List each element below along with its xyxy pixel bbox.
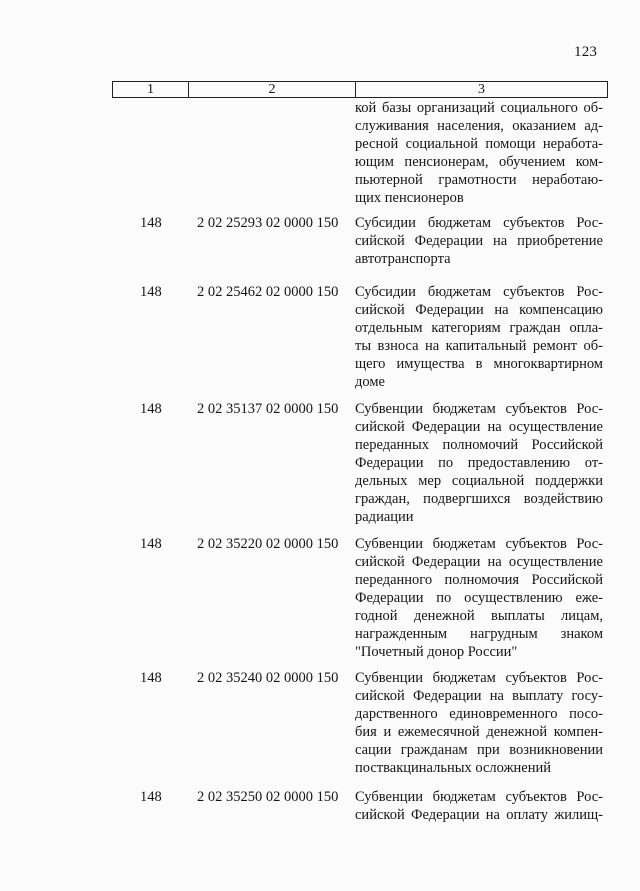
row-description [355,788,603,824]
row-description [355,214,603,268]
text-line: переданных полномочий Российской [355,437,603,453]
budget-code: 2 02 25462 02 0000 150 [197,284,339,300]
header-column-2: 2 [189,82,356,97]
row-description [355,400,603,526]
text-line: дельных мер социальной поддержки [355,473,603,489]
text-line: дарственного единовременного посо- [355,706,603,722]
text-line: сийской Федерации на оплату жилищ- [355,807,603,823]
text-line: сийской Федерации на компенсацию [355,302,603,318]
text-line: Субсидии бюджетам субъектов Рос- [355,284,603,300]
text-line: Субвенции бюджетам субъектов Рос- [355,789,603,805]
text-line: пьютерной грамотности неработаю- [355,172,603,188]
budget-code: 2 02 35250 02 0000 150 [197,789,339,805]
text-line: граждан, подвергшихся воздействию [355,491,603,507]
text-line: автотранспорта [355,251,451,267]
text-line: годной денежной выплаты лицам, [355,608,603,624]
text-line: сации гражданам при возникновении [355,742,603,758]
text-line: "Почетный донор России" [355,644,518,660]
row-description [355,283,603,391]
text-line: служивания населения, оказанием ад- [355,118,603,134]
text-line: кой базы организаций социального об- [355,100,603,116]
continuation-text [355,99,603,207]
text-line: ющим пенсионерам, обучением ком- [355,154,603,170]
text-line: радиации [355,509,414,525]
text-line: щих пенсионеров [355,190,464,206]
text-line: бия и ежемесячной денежной компен- [355,724,603,740]
admin-code: 148 [140,401,162,417]
text-line: сийской Федерации на осуществление [355,419,603,435]
admin-code: 148 [140,789,162,805]
row-description [355,535,603,661]
header-column-3: 3 [478,82,485,97]
text-line: Субвенции бюджетам субъектов Рос- [355,401,603,417]
budget-code: 2 02 35137 02 0000 150 [197,401,339,417]
text-line: награжденным нагрудным знаком [355,626,603,642]
admin-code: 148 [140,215,162,231]
text-line: Субвенции бюджетам субъектов Рос- [355,536,603,552]
budget-code: 2 02 35240 02 0000 150 [197,670,339,686]
budget-code: 2 02 25293 02 0000 150 [197,215,339,231]
text-line: Субсидии бюджетам субъектов Рос- [355,215,603,231]
text-line: Федерации по осуществлению еже- [355,590,603,606]
text-line: сийской Федерации на выплату госу- [355,688,603,704]
text-line: ресной социальной помощи неработа- [355,136,603,152]
text-line: поствакцинальных осложнений [355,760,552,776]
admin-code: 148 [140,670,162,686]
text-line: сийской Федерации на приобретение [355,233,603,249]
row-description [355,669,603,777]
admin-code: 148 [140,536,162,552]
admin-code: 148 [140,284,162,300]
text-line: переданного полномочия Российской [355,572,603,588]
page-number: 123 [574,44,598,60]
text-line: сийской Федерации на осуществление [355,554,603,570]
text-line: щего имущества в многоквартирном [355,356,603,372]
table-header [112,81,608,98]
text-line: ты взноса на капитальный ремонт об- [355,338,603,354]
text-line: Федерации по предоставлению от- [355,455,603,471]
text-line: отдельным категориям граждан опла- [355,320,603,336]
text-line: Субвенции бюджетам субъектов Рос- [355,670,603,686]
text-line: доме [355,374,385,390]
budget-code: 2 02 35220 02 0000 150 [197,536,339,552]
header-column-1: 1 [113,82,189,97]
